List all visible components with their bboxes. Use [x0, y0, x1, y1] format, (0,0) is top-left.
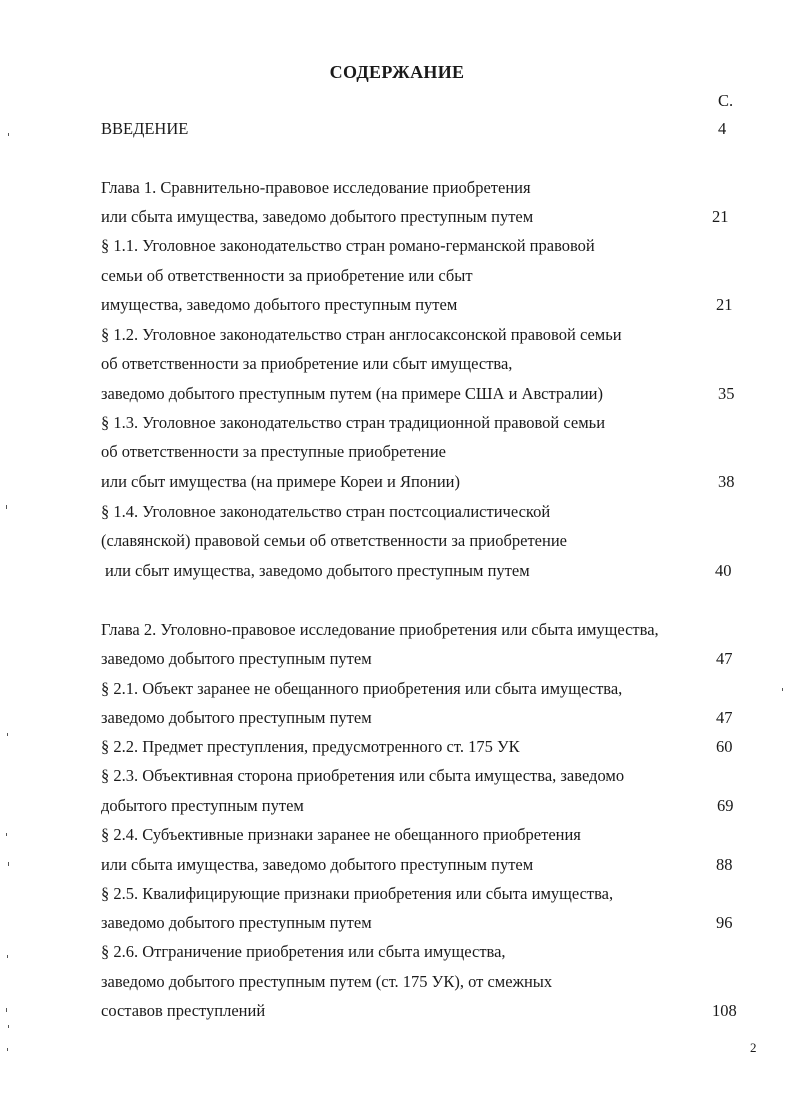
toc-section-1-2-cont: об ответственности за приобретение или сбыт имущества,: [101, 354, 513, 373]
toc-chapter-2-title-cont: заведомо добытого преступным путем: [101, 649, 372, 668]
toc-section-2-4: § 2.4. Субъективные признаки заранее не обещанного приобретения: [101, 825, 581, 844]
toc-section-1-2: § 1.2. Уголовное законодательство стран англосаксонской правовой семьи: [101, 325, 622, 344]
page-title: СОДЕРЖАНИЕ: [329, 62, 465, 82]
toc-page-chapter-1: 21: [712, 207, 729, 226]
toc-page-section-1-4: 40: [715, 561, 732, 580]
toc-section-2-6-cont: составов преступлений: [101, 1001, 266, 1020]
toc-section-1-4-cont: (славянской) правовой семьи об ответственности за приобретение: [101, 531, 567, 550]
toc-section-1-4-cont: или сбыт имущества, заведомо добытого преступным путем: [105, 561, 530, 580]
toc-page-section-2-3: 69: [717, 796, 734, 815]
scan-speck: [8, 1025, 9, 1028]
toc-section-1-1-cont: семьи об ответственности за приобретение или сбыт: [101, 266, 473, 285]
toc-section-2-6: § 2.6. Отграничение приобретения или сбыта имущества,: [101, 942, 506, 961]
toc-page-section-2-5: 96: [716, 913, 733, 932]
scan-speck: [7, 955, 8, 958]
scan-speck: [7, 733, 8, 736]
toc-section-2-1-cont: заведомо добытого преступным путем: [101, 708, 372, 727]
toc-section-2-6-cont: заведомо добытого преступным путем (ст. 175 УК), от смежных: [101, 972, 553, 991]
toc-page-section-1-3: 38: [718, 472, 735, 491]
scan-speck: [7, 1048, 8, 1051]
toc-section-1-3: § 1.3. Уголовное законодательство стран традиционной правовой семьи: [101, 413, 606, 432]
toc-section-1-4: § 1.4. Уголовное законодательство стран постсоциалистической: [101, 502, 551, 521]
toc-section-1-3-cont: или сбыт имущества (на примере Кореи и Японии): [101, 472, 461, 491]
page-number: 2: [750, 1040, 757, 1055]
scan-speck: [6, 833, 7, 836]
toc-section-2-3-cont: добытого преступным путем: [101, 796, 304, 815]
toc-section-2-3: § 2.3. Объективная сторона приобретения или сбыта имущества, заведомо: [101, 766, 625, 785]
toc-page-section-2-6: 108: [712, 1001, 737, 1020]
scan-speck: [8, 862, 9, 866]
toc-chapter-2-title: Глава 2. Уголовно-правовое исследование приобретения или сбыта имущества,: [101, 620, 659, 639]
toc-page-section-2-2: 60: [716, 737, 733, 756]
toc-page-chapter-2: 47: [716, 649, 733, 668]
toc-page-section-1-1: 21: [716, 295, 733, 314]
toc-section-2-2: § 2.2. Предмет преступления, предусмотренного ст. 175 УК: [101, 737, 520, 756]
scan-speck: [6, 505, 7, 509]
toc-page-section-1-2: 35: [718, 384, 735, 403]
toc-chapter-1-title-cont: или сбыта имущества, заведомо добытого преступным путем: [101, 207, 534, 226]
toc-section-2-4-cont: или сбыта имущества, заведомо добытого преступным путем: [101, 855, 534, 874]
scan-speck: [8, 133, 9, 136]
toc-section-1-1-cont: имущества, заведомо добытого преступным путем: [101, 295, 458, 314]
toc-section-2-5-cont: заведомо добытого преступным путем: [101, 913, 372, 932]
toc-entry-introduction: ВВЕДЕНИЕ: [101, 119, 189, 138]
page-column-header: С.: [718, 91, 734, 110]
toc-section-1-3-cont: об ответственности за преступные приобретение: [101, 442, 446, 461]
toc-section-1-2-cont: заведомо добытого преступным путем (на примере США и Австралии): [101, 384, 604, 403]
scan-speck: [782, 688, 783, 691]
toc-section-2-5: § 2.5. Квалифицирующие признаки приобретения или сбыта имущества,: [101, 884, 614, 903]
toc-page-section-2-4: 88: [716, 855, 733, 874]
toc-page-section-2-1: 47: [716, 708, 733, 727]
toc-page-introduction: 4: [718, 119, 727, 138]
toc-chapter-1-title: Глава 1. Сравнительно-правовое исследование приобретения: [101, 178, 531, 197]
scan-speck: [6, 1008, 7, 1012]
toc-section-1-1: § 1.1. Уголовное законодательство стран романо-германской правовой: [101, 236, 595, 255]
toc-section-2-1: § 2.1. Объект заранее не обещанного приобретения или сбыта имущества,: [101, 679, 623, 698]
